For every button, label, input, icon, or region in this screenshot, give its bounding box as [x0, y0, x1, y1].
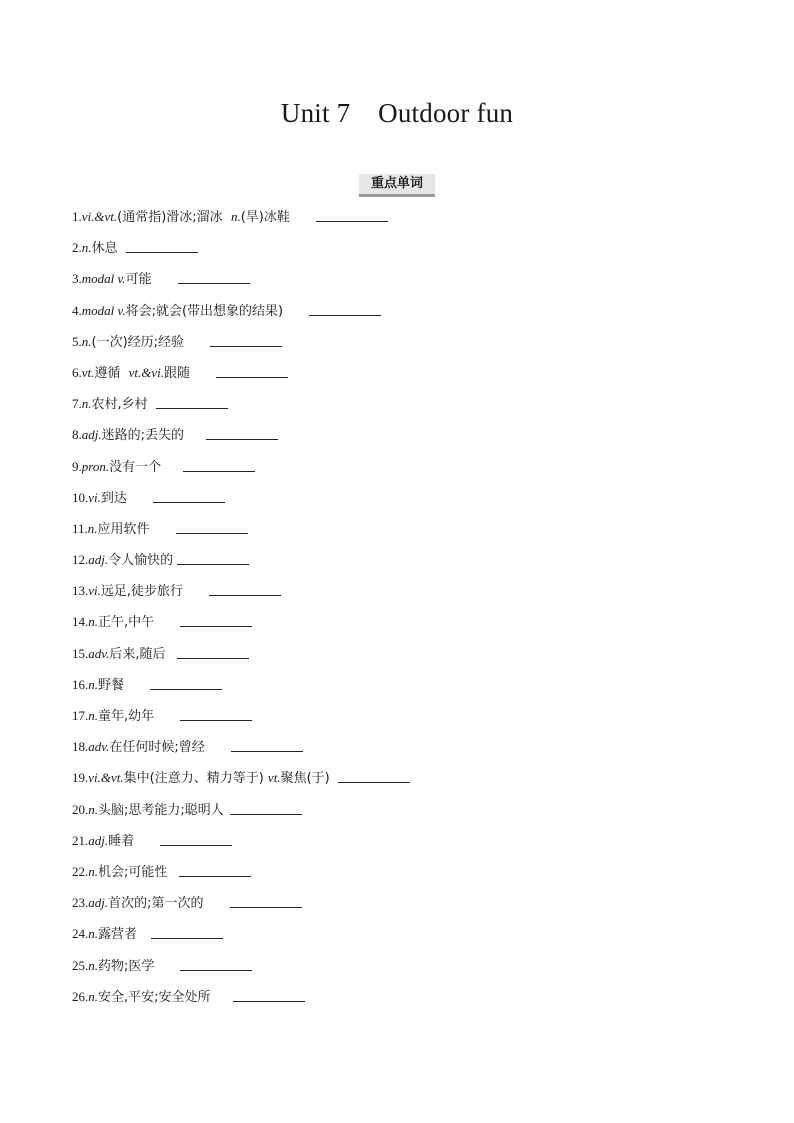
part-of-speech: adj.: [81, 427, 102, 443]
answer-blank[interactable]: [309, 302, 381, 316]
definition-text: 药物;医学: [98, 958, 155, 974]
item-number: 16.: [72, 676, 89, 692]
item-number: 10.: [72, 489, 89, 505]
answer-blank[interactable]: [150, 676, 222, 690]
answer-blank[interactable]: [180, 613, 252, 627]
answer-blank[interactable]: [338, 769, 410, 783]
vocabulary-item: [72, 419, 410, 450]
answer-blank[interactable]: [230, 894, 302, 908]
vocabulary-item: [72, 295, 410, 326]
part-of-speech: vt.: [267, 770, 281, 786]
answer-blank[interactable]: [156, 395, 228, 409]
definition-text: 可能: [125, 272, 152, 288]
part-of-speech: adj.: [88, 552, 109, 568]
item-number: 2.: [72, 240, 82, 256]
item-number: 22.: [72, 863, 89, 879]
page-title: Unit 7 Outdoor fun: [280, 98, 514, 128]
definition-text: 到达: [100, 490, 127, 506]
definition-text: 跟随: [164, 365, 191, 381]
item-number: 25.: [72, 957, 89, 973]
definition-text: (一次)经历;经验: [91, 334, 185, 350]
vocabulary-item: [72, 326, 410, 357]
vocabulary-item: [72, 357, 410, 388]
answer-blank[interactable]: [180, 707, 252, 721]
definition-text: 休息: [91, 241, 118, 257]
section-heading: 重点单词: [359, 174, 435, 197]
vocabulary-item: [72, 669, 410, 700]
part-of-speech: pron.: [81, 458, 110, 474]
vocabulary-item: [72, 606, 410, 637]
answer-blank[interactable]: [179, 863, 251, 877]
part-of-speech: adv.: [88, 645, 110, 661]
part-of-speech: n.: [88, 708, 98, 723]
vocabulary-item: [72, 575, 410, 606]
vocabulary-item: [72, 544, 410, 575]
item-number: 8.: [72, 427, 82, 443]
item-number: 6.: [72, 364, 82, 380]
vocabulary-item: [72, 856, 410, 887]
definition-text: 迷路的;丢失的: [101, 428, 185, 444]
part-of-speech: adj.: [88, 895, 109, 911]
vocabulary-item: [72, 482, 410, 513]
answer-blank[interactable]: [151, 925, 223, 939]
item-number: 20.: [72, 801, 89, 817]
item-number: 11.: [72, 520, 88, 536]
part-of-speech: modal v.: [81, 302, 126, 318]
part-of-speech: n.: [87, 520, 98, 536]
definition-text: 在任何时候;曾经: [109, 740, 205, 756]
answer-blank[interactable]: [176, 520, 248, 534]
item-number: 1.: [72, 209, 82, 224]
part-of-speech: n.: [88, 926, 98, 942]
vocabulary-list: [72, 201, 410, 1012]
definition-text: 后来,随后: [109, 646, 166, 662]
vocabulary-item: [72, 232, 410, 263]
item-number: 17.: [72, 708, 89, 723]
definition-text: (通常指)滑冰;溜冰: [117, 210, 231, 225]
definition-text: 将会;就会(带出想象的结果): [125, 303, 284, 319]
vocabulary-item: [72, 451, 410, 482]
item-number: 23.: [72, 895, 89, 911]
vocabulary-item: [72, 981, 410, 1012]
part-of-speech: n.: [88, 614, 98, 630]
item-number: 26.: [72, 988, 89, 1004]
part-of-speech: n.: [81, 396, 92, 412]
definition-text: 安全,平安;安全处所: [98, 989, 211, 1005]
answer-blank[interactable]: [177, 645, 249, 659]
definition-text: 没有一个: [109, 459, 162, 475]
definition-text: (旱)冰鞋: [240, 210, 290, 225]
definition-text: 农村,乡村: [91, 397, 148, 413]
answer-blank[interactable]: [206, 426, 278, 440]
answer-blank[interactable]: [160, 832, 232, 846]
definition-text: 首次的;第一次的: [108, 896, 204, 912]
answer-blank[interactable]: [180, 957, 252, 971]
definition-text: 机会;可能性: [98, 864, 168, 880]
part-of-speech: n.: [88, 676, 98, 692]
part-of-speech: adj.: [88, 832, 109, 848]
answer-blank[interactable]: [210, 333, 282, 347]
vocabulary-item: [72, 918, 410, 949]
item-number: 24.: [72, 926, 89, 942]
answer-blank[interactable]: [216, 364, 288, 378]
item-number: 18.: [72, 739, 89, 755]
item-number: 5.: [72, 333, 82, 349]
vocabulary-item: [72, 700, 410, 731]
part-of-speech: vi.&vt.: [88, 770, 124, 786]
item-number: 12.: [72, 552, 89, 568]
part-of-speech: n.: [88, 801, 98, 817]
vocabulary-item: [72, 794, 410, 825]
answer-blank[interactable]: [183, 458, 255, 472]
definition-text: 令人愉快的: [108, 553, 174, 569]
item-number: 7.: [72, 396, 82, 412]
part-of-speech: vi.: [88, 489, 101, 505]
answer-blank[interactable]: [231, 738, 303, 752]
vocabulary-item: [72, 388, 410, 419]
vocabulary-item: [72, 201, 410, 232]
definition-text: 睡着: [108, 833, 135, 849]
definition-text: 正午,中午: [98, 615, 155, 631]
vocabulary-item: [72, 887, 410, 918]
part-of-speech: n.: [81, 333, 92, 349]
definition-text: 遵循: [94, 365, 129, 381]
part-of-speech: n.: [81, 240, 92, 256]
item-number: 15.: [72, 645, 89, 661]
vocabulary-item: [72, 513, 410, 544]
part-of-speech: vt.: [81, 364, 95, 380]
part-of-speech: vt.&vi.: [128, 364, 165, 380]
item-number: 4.: [72, 302, 82, 318]
vocabulary-item: [72, 950, 410, 981]
item-number: 13.: [72, 583, 89, 599]
vocabulary-item: [72, 731, 410, 762]
definition-text: 应用软件: [97, 521, 150, 537]
definition-text: 露营者: [98, 927, 138, 943]
item-number: 21.: [72, 832, 89, 848]
part-of-speech: n.: [88, 957, 98, 973]
definition-text: 野餐: [98, 677, 125, 693]
item-number: 19.: [72, 770, 89, 786]
part-of-speech: adv.: [88, 739, 110, 755]
answer-blank[interactable]: [233, 988, 305, 1002]
definition-text: 聚焦(于): [280, 771, 330, 787]
answer-blank[interactable]: [209, 582, 281, 596]
answer-blank[interactable]: [178, 270, 250, 284]
definition-text: 远足,徒步旅行: [100, 584, 184, 600]
answer-blank[interactable]: [153, 489, 225, 503]
vocabulary-item: [72, 762, 410, 793]
part-of-speech: n.: [88, 863, 98, 879]
part-of-speech: vi.&vt.: [81, 209, 118, 224]
part-of-speech: modal v.: [81, 271, 126, 287]
vocabulary-item: [72, 825, 410, 856]
answer-blank[interactable]: [126, 239, 198, 253]
definition-text: 头脑;思考能力;聪明人: [98, 802, 224, 818]
answer-blank[interactable]: [230, 801, 302, 815]
definition-text: 童年,幼年: [98, 709, 155, 724]
definition-text: 集中(注意力、精力等于): [123, 771, 268, 787]
answer-blank[interactable]: [177, 551, 249, 565]
part-of-speech: n.: [88, 988, 98, 1004]
vocabulary-item: [72, 263, 410, 294]
item-number: 3.: [72, 271, 82, 287]
item-number: 9.: [72, 458, 82, 474]
vocabulary-item: [72, 638, 410, 669]
item-number: 14.: [72, 614, 89, 630]
part-of-speech: vi.: [88, 583, 101, 599]
answer-blank[interactable]: [316, 208, 388, 222]
part-of-speech: n.: [230, 209, 241, 224]
